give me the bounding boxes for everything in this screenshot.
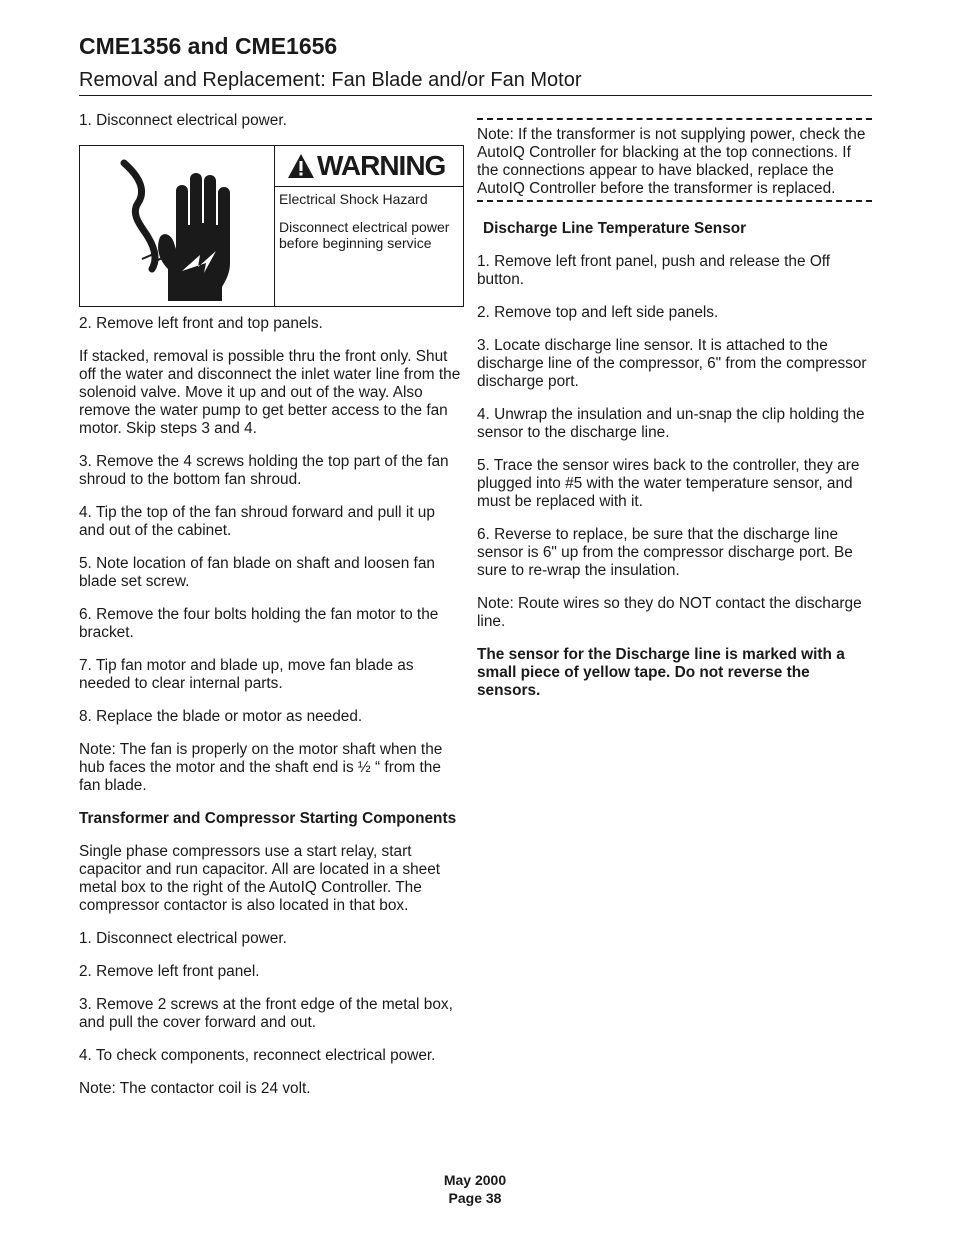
paragraph: 6. Reverse to replace, be sure that the discharge line sensor is 6" up from the compressor discharge port. Be sure to re-wrap the insulation. — [477, 526, 853, 579]
paragraph: 8. Replace the blade or motor as needed. — [79, 708, 363, 725]
step-disconnect-power: 1. Disconnect electrical power. — [79, 112, 287, 129]
warning-hazard: Electrical Shock Hazard — [279, 191, 428, 207]
left-column — [79, 112, 464, 1113]
paragraph: Single phase compressors use a start relay, start capacitor and run capacitor. All are located in a sheet metal box to the right of the AutoIQ Controller. The compressor contactor is also located in that box. — [79, 843, 441, 914]
warning-image — [80, 146, 275, 306]
right-column — [477, 118, 872, 715]
footer-date: May 2000 — [443, 1172, 507, 1188]
electrical-shock-hand-icon — [102, 151, 252, 301]
paragraph: 2. Remove left front and top panels. — [79, 315, 323, 332]
paragraph: 4. Unwrap the insulation and un-snap the clip holding the sensor to the discharge line. — [477, 406, 865, 441]
sensor-warning-note: The sensor for the Discharge line is marked with a small piece of yellow tape. Do not reverse the sensors. — [477, 646, 845, 699]
dashed-divider — [477, 118, 872, 120]
paragraph: 3. Remove the 4 screws holding the top part of the fan shroud to the bottom fan shroud. — [79, 453, 449, 488]
paragraph: 3. Locate discharge line sensor. It is attached to the discharge line of the compressor, 6" from the compressor discharge port. — [477, 337, 867, 390]
page-footer — [380, 1171, 570, 1207]
header-rule — [79, 95, 872, 96]
transformer-note: Note: If the transformer is not supplying power, check the AutoIQ Controller for blacking at the top connections. If the connections appear to have blacked, replace the AutoIQ Controller before the transformer is replaced. — [477, 126, 866, 197]
section-heading-transformer: Transformer and Compressor Starting Components — [79, 810, 457, 827]
warning-box — [79, 145, 464, 307]
paragraph: 2. Remove top and left side panels. — [477, 304, 719, 321]
paragraph: 7. Tip fan motor and blade up, move fan blade as needed to clear internal parts. — [79, 657, 414, 692]
paragraph: 1. Remove left front panel, push and release the Off button. — [477, 253, 831, 288]
page-number: Page 38 — [448, 1190, 502, 1206]
dashed-divider — [477, 200, 872, 202]
page-subtitle: Removal and Replacement: Fan Blade and/or Fan Motor — [79, 69, 582, 91]
paragraph: 5. Note location of fan blade on shaft and loosen fan blade set screw. — [79, 555, 435, 590]
page-title: CME1356 and CME1656 — [79, 33, 338, 59]
paragraph: 5. Trace the sensor wires back to the controller, they are plugged into #5 with the water temperature sensor, and must be replaced with it. — [477, 457, 860, 510]
paragraph: 4. Tip the top of the fan shroud forward and pull it up and out of the cabinet. — [79, 504, 435, 539]
paragraph: 1. Disconnect electrical power. — [79, 930, 287, 947]
paragraph: If stacked, removal is possible thru the front only. Shut off the water and disconnect the inlet water line from the solenoid valve. Move it up and out of the way. Also remove the water pump to get better access to the fan motor. Skip steps 3 and 4. — [79, 348, 461, 437]
paragraph: 6. Remove the four bolts holding the fan motor to the bracket. — [79, 606, 439, 641]
warning-word: WARNING — [317, 150, 446, 181]
paragraph: Note: Route wires so they do NOT contact the discharge line. — [477, 595, 862, 630]
paragraph: 4. To check components, reconnect electrical power. — [79, 1047, 436, 1064]
section-heading-discharge: Discharge Line Temperature Sensor — [483, 220, 747, 237]
warning-header — [275, 146, 463, 187]
warning-triangle-icon — [287, 153, 315, 179]
paragraph: Note: The contactor coil is 24 volt. — [79, 1080, 311, 1097]
paragraph: Note: The fan is properly on the motor shaft when the hub faces the motor and the shaft end is ½ “ from the fan blade. — [79, 741, 443, 794]
transformer-note-box — [477, 118, 872, 202]
paragraph: 3. Remove 2 screws at the front edge of the metal box, and pull the cover forward and out. — [79, 996, 453, 1031]
paragraph: 2. Remove left front panel. — [79, 963, 260, 980]
warning-instruction: Disconnect electrical power before beginning service — [279, 219, 450, 251]
